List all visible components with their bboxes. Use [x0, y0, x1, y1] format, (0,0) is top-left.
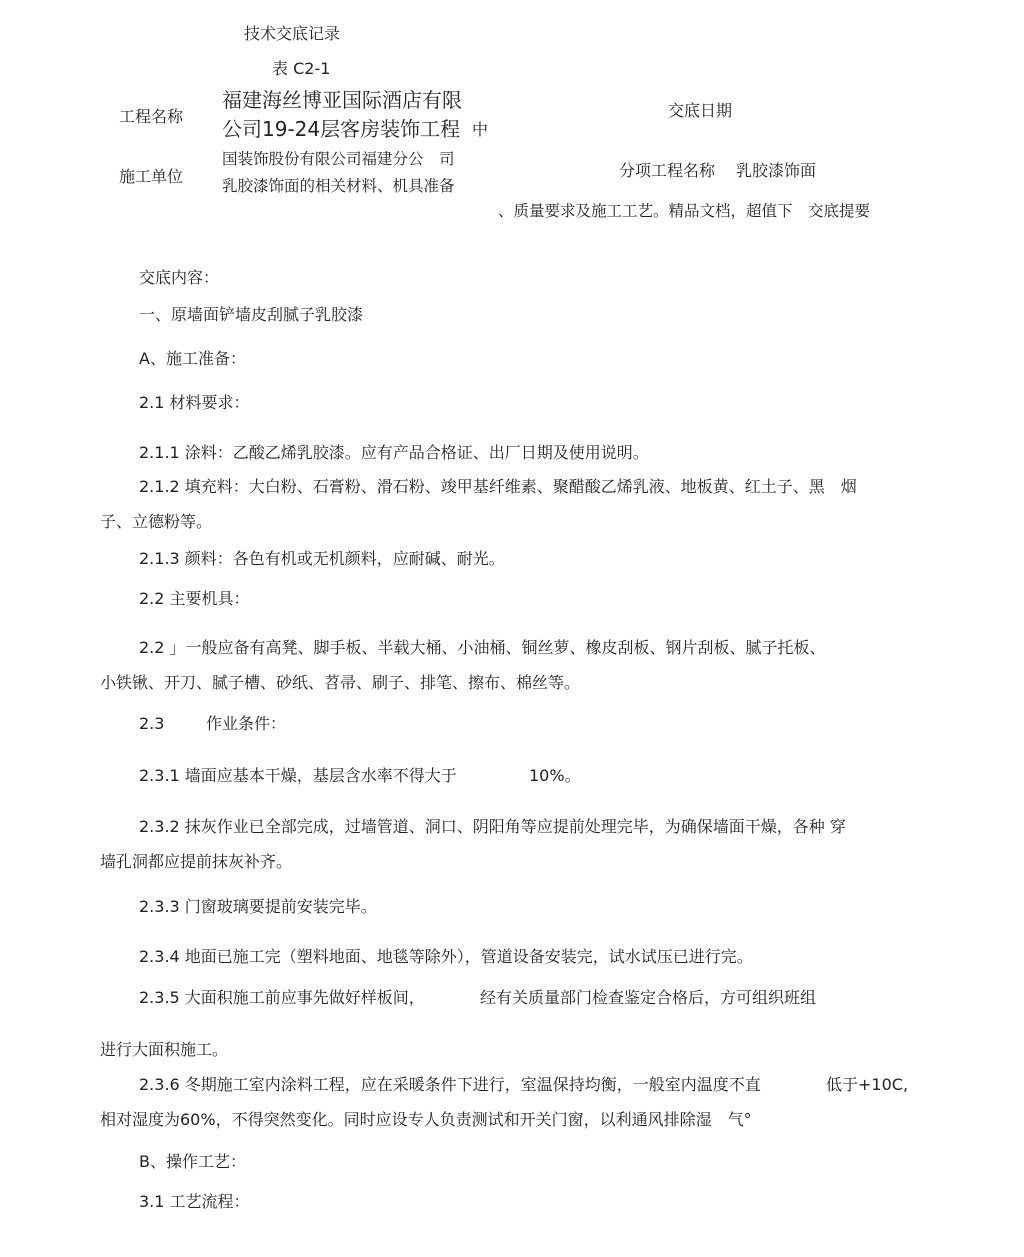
project-name-label: 工程名称 [119, 107, 184, 126]
clause-3-1: 3.1 工艺流程： [139, 1192, 250, 1211]
clause-2-3-5-line2: 进行大面积施工。 [100, 1040, 229, 1059]
project-name-line2: 公司19-24层客房装饰工程 [222, 117, 461, 141]
content-heading: 交底内容： [139, 268, 220, 287]
clause-2-3-6-line1-cont: 低于+10C, [826, 1075, 909, 1094]
subsection-b-heading: B、操作工艺： [139, 1152, 246, 1171]
clause-2-3-4: 2.3.4 地面已施工完（塑料地面、地毯等除外），管道设备安装完，试水试压已进行完。 [139, 947, 753, 966]
summary-line2: 、质量要求及施工工艺。精品文档，超值下 交底提要 [498, 202, 871, 220]
clause-2-1: 2.1 材料要求： [139, 393, 250, 412]
subitem-label: 分项工程名称 [619, 161, 716, 180]
clause-2-2-x-line2: 小铁锹、开刀、腻子槽、砂纸、苕帚、刷子、排笔、擦布、棉丝等。 [100, 673, 581, 692]
clause-2-3-6-line2: 相对湿度为60%，不得突然变化。同时应设专人负责测试和开关门窗，以利通风排除湿 气° [100, 1110, 752, 1129]
clause-2-3-1: 2.3.1 墙面应基本干燥，基层含水率不得大于 [139, 766, 457, 785]
summary-line1: 乳胶漆饰面的相关材料、机具准备 [222, 177, 455, 195]
clause-2-1-3: 2.1.3 颜料：各色有机或无机颜料，应耐碱、耐光。 [139, 549, 505, 568]
clause-2-3-title: 作业条件： [206, 714, 287, 733]
clause-2-2-x-line1: 2.2 」一般应备有高凳、脚手板、半载大桶、小油桶、铜丝萝、橡皮刮板、钢片刮板、腻子托板、 [139, 638, 826, 657]
clause-2-3-5-line1-cont: 经有关质量部门检查鉴定合格后，方可组织班组 [480, 988, 817, 1007]
clause-2-3-number: 2.3 [139, 714, 165, 733]
disclosure-date-label: 交底日期 [668, 101, 733, 120]
clause-2-1-1: 2.1.1 涂料：乙酸乙烯乳胶漆。应有产品合格证、出厂日期及使用说明。 [139, 443, 649, 462]
construction-unit-value: 国装饰股份有限公司福建分公 司 [222, 150, 455, 168]
form-number: 表 C2-1 [272, 59, 331, 78]
section-heading: 一、原墙面铲墙皮刮腻子乳胶漆 [139, 305, 364, 324]
clause-2-1-2-line2: 子、立德粉等。 [100, 512, 213, 531]
project-name-tail: 中 [472, 120, 489, 139]
document-title: 技术交底记录 [244, 24, 341, 43]
clause-2-2: 2.2 主要机具： [139, 589, 250, 608]
clause-2-3-2-line1: 2.3.2 抹灰作业已全部完成，过墙管道、洞口、阴阳角等应提前处理完毕，为确保墙面干燥，各种 穿 [139, 817, 846, 836]
clause-2-3-2-line2: 墙孔洞都应提前抹灰补齐。 [100, 852, 293, 871]
clause-2-3-3: 2.3.3 门窗玻璃要提前安装完毕。 [139, 897, 377, 916]
clause-2-3-6-line1: 2.3.6 冬期施工室内涂料工程，应在采暖条件下进行，室温保持均衡，一般室内温度不直 [139, 1075, 761, 1094]
clause-2-3-1-value: 10%。 [529, 766, 581, 785]
project-name-line1: 福建海丝博亚国际酒店有限 [222, 88, 462, 112]
subsection-a-heading: A、施工准备： [139, 349, 246, 368]
clause-2-1-2-line1: 2.1.2 填充料：大白粉、石膏粉、滑石粉、竣甲基纤维素、聚醋酸乙烯乳液、地板黄、红土子、黑 烟 [139, 477, 857, 496]
subitem-value: 乳胶漆饰面 [736, 161, 817, 180]
clause-2-3-5-line1: 2.3.5 大面积施工前应事先做好样板间， [139, 988, 425, 1007]
construction-unit-label: 施工单位 [119, 167, 184, 186]
